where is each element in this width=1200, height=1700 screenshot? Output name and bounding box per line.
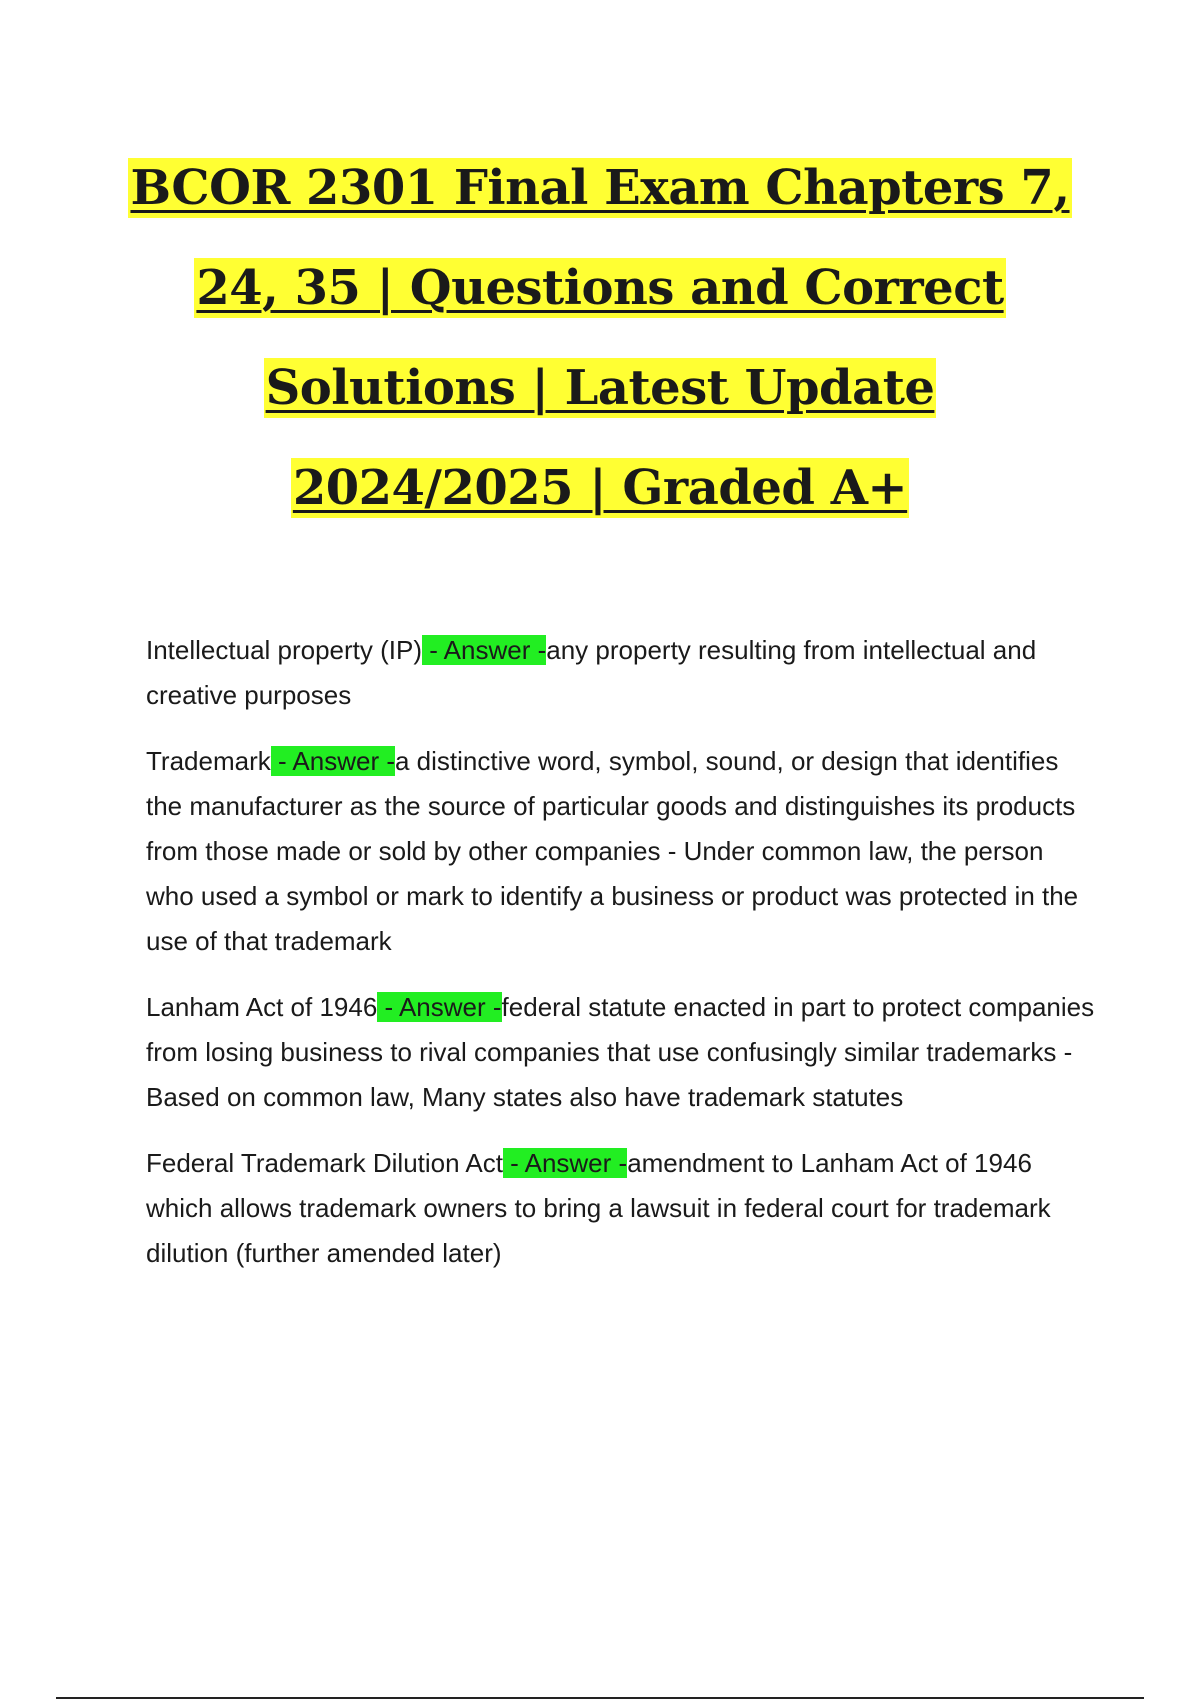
qa-item-lanham-act bbox=[146, 985, 1096, 1120]
answer-marker: - Answer - bbox=[422, 635, 547, 665]
qa-definition: a distinctive word, symbol, sound, or design that identifies the manufacturer as the source of particular goods and distinguishes its products from those made or sold by other companies - Under common law, the person who used a symbol or mark to identify a business or product was protected in the use of that trademark bbox=[146, 746, 1079, 956]
title-line bbox=[100, 338, 1100, 438]
title-line bbox=[100, 238, 1100, 338]
title-line bbox=[100, 438, 1100, 538]
document-title bbox=[100, 138, 1100, 538]
qa-term: Lanham Act of 1946 bbox=[146, 992, 378, 1022]
qa-item-dilution-act bbox=[146, 1141, 1096, 1276]
qa-term: Federal Trademark Dilution Act bbox=[146, 1148, 503, 1178]
qa-term: Intellectual property (IP) bbox=[146, 635, 423, 665]
answer-marker: - Answer - bbox=[377, 992, 502, 1022]
title-line-text: 24, 35 | Questions and Correct bbox=[196, 260, 1004, 316]
qa-item-trademark bbox=[146, 739, 1096, 964]
footer-divider bbox=[56, 1697, 1144, 1699]
qa-item-intellectual-property bbox=[146, 628, 1096, 718]
title-line-text: 2024/2025 | Graded A+ bbox=[292, 460, 908, 516]
answer-marker: - Answer - bbox=[270, 746, 395, 776]
qa-definition: amendment to Lanham Act of 1946 which allows trademark owners to bring a lawsuit in federal court for trademark dilution (further amended later) bbox=[146, 1148, 1051, 1268]
title-line bbox=[100, 138, 1100, 238]
question-answer-list bbox=[146, 628, 1096, 1297]
qa-term: Trademark bbox=[146, 746, 271, 776]
title-line-text: Solutions | Latest Update bbox=[265, 360, 935, 416]
qa-definition: any property resulting from intellectual and creative purposes bbox=[146, 635, 1037, 710]
title-line-text: BCOR 2301 Final Exam Chapters 7, bbox=[130, 160, 1070, 216]
answer-marker: - Answer - bbox=[502, 1148, 628, 1178]
qa-definition: federal statute enacted in part to protect companies from losing business to rival companies that use confusingly similar trademarks - Based on common law, Many states also have trademark statutes bbox=[146, 992, 1095, 1112]
